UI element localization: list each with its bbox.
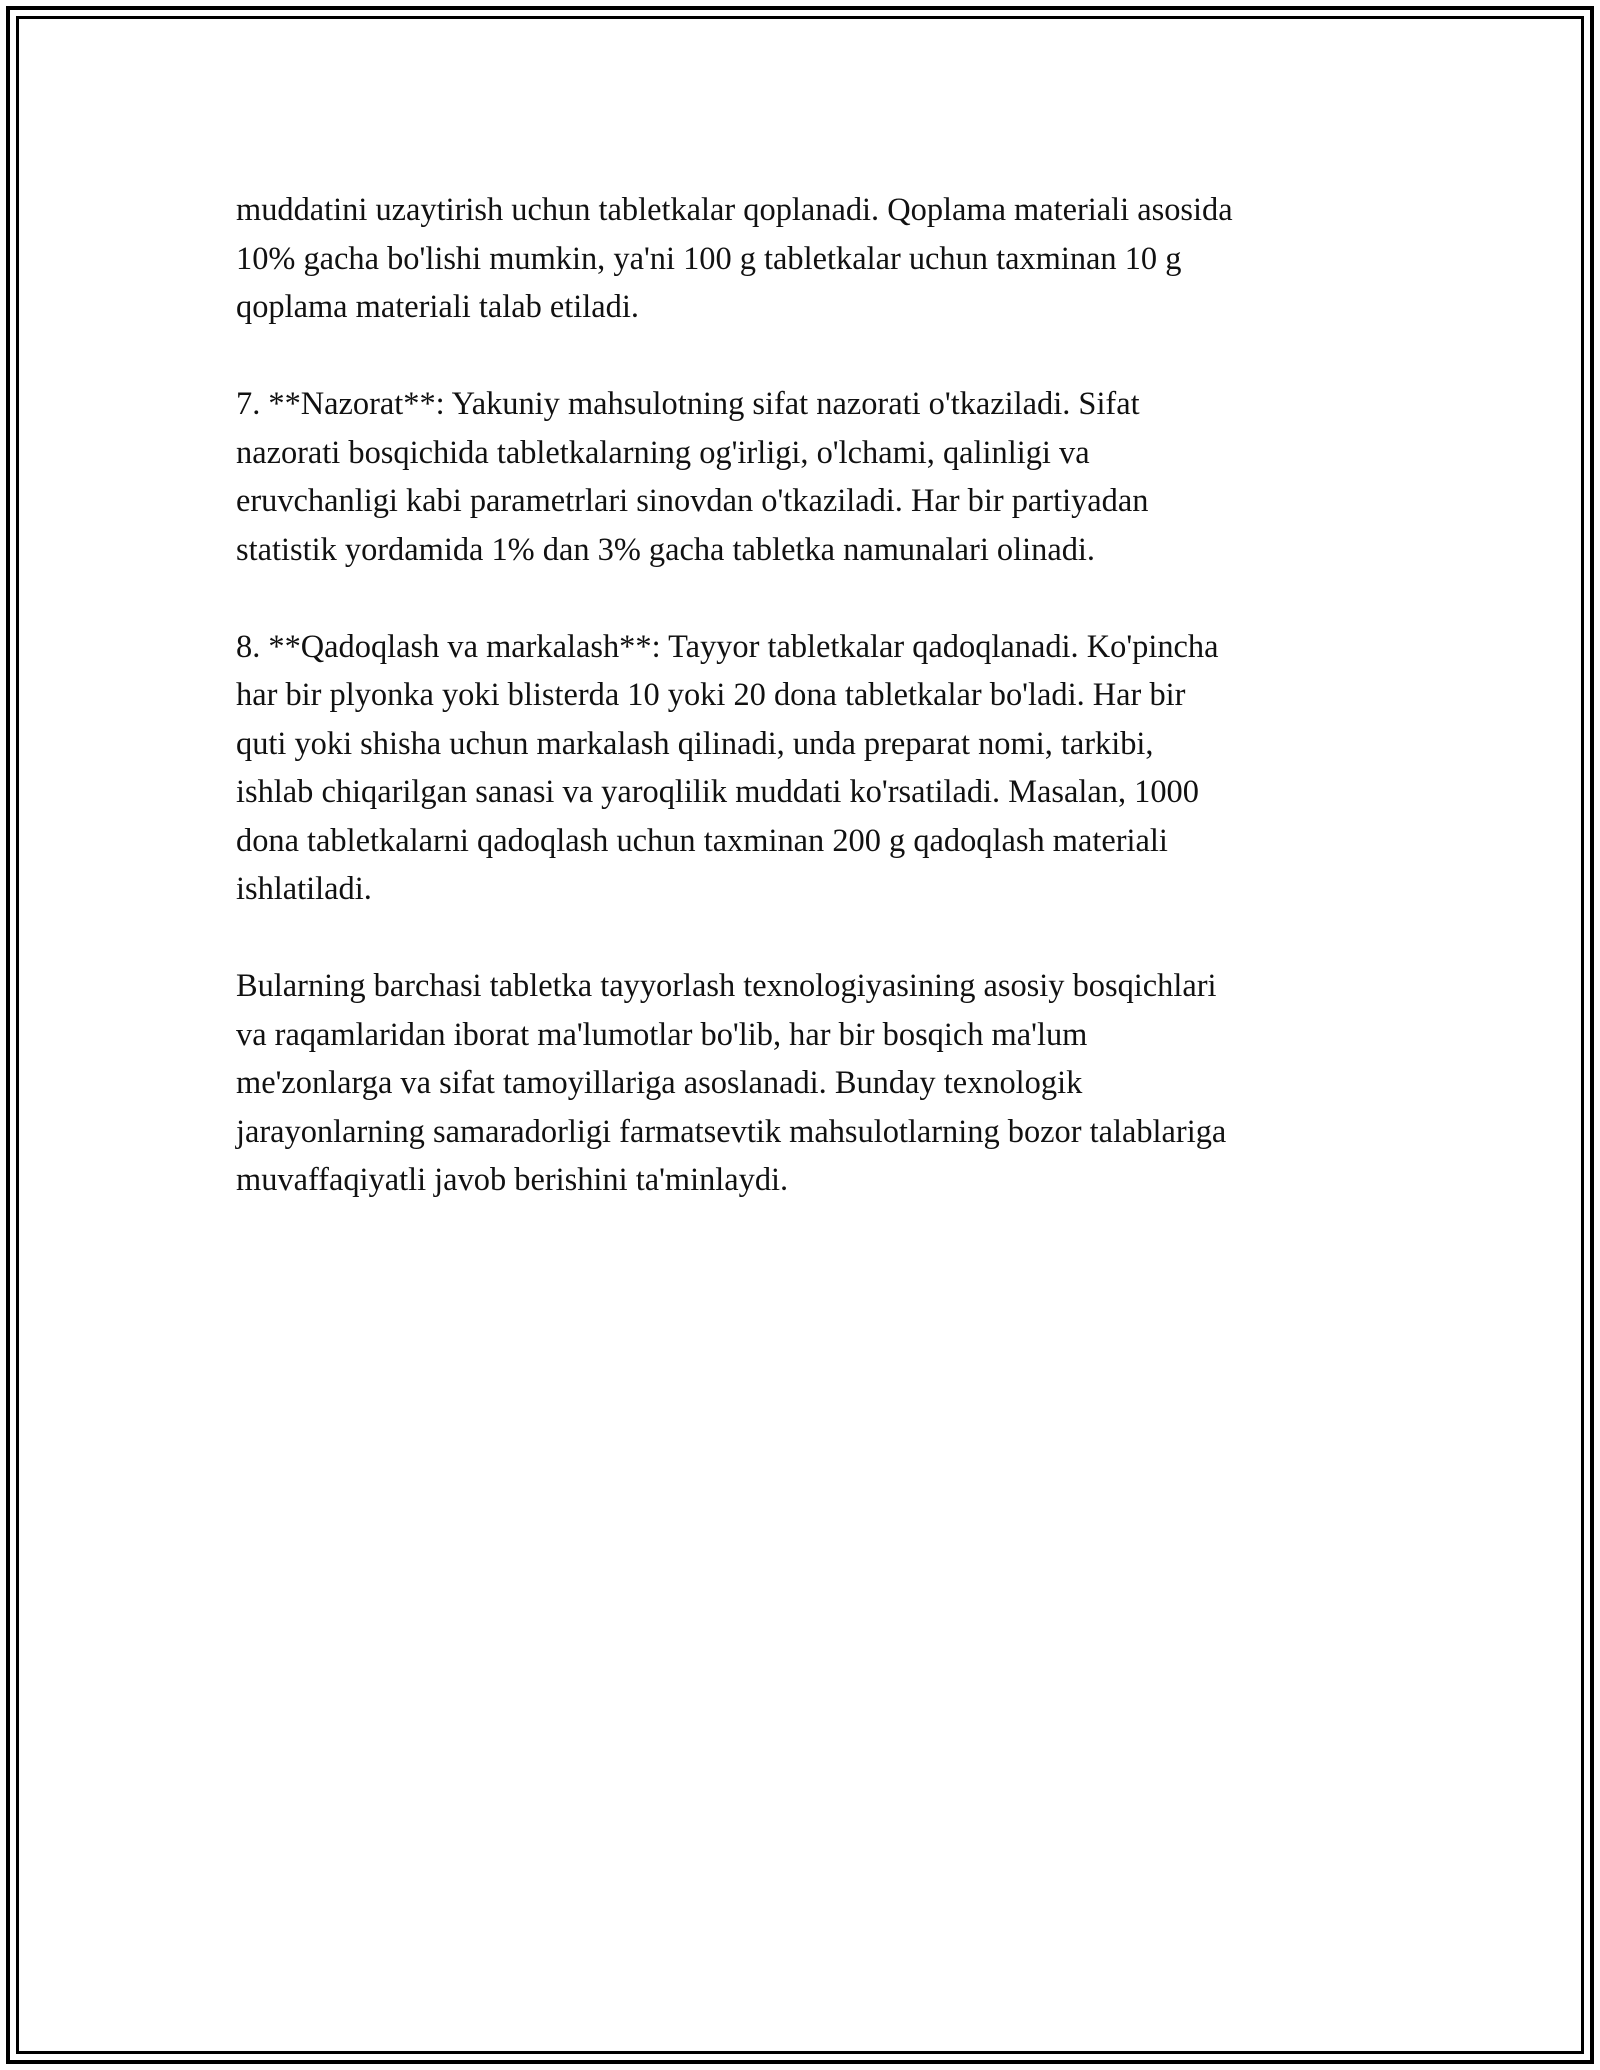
paragraph-quality-control: 7. **Nazorat**: Yakuniy mahsulotning sifat nazorati o'tkaziladi. Sifat nazorati bosqichida tabletkalarning og'irligi, o'lchami, qalinligi va eruvchanligi kabi parametrlari sinovdan o'tkaziladi. Har bir partiyadan statistik yordamida 1% dan 3% gacha tabletka namunalari olinadi. <box>236 386 1149 568</box>
paragraph-packaging-labeling: 8. **Qadoqlash va markalash**: Tayyor tabletkalar qadoqlanadi. Ko'pincha har bir plyonka yoki blisterda 10 yoki 20 dona tabletkalar bo'ladi. Har bir quti yoki shisha uchun markalash qilinadi, unda preparat nomi, tarkibi, ishlab chiqarilgan sanasi va yaroqlilik muddati ko'rsatiladi. Masalan, 1000 dona tabletkalarni qadoqlash uchun taxminan 200 g qadoqlash materiali ishlatiladi. <box>236 628 1219 907</box>
document-body <box>236 186 1366 1253</box>
paragraph-conclusion: Bularning barchasi tabletka tayyorlash texnologiyasining asosiy bosqichlari va raqamlaridan iborat ma'lumotlar bo'lib, har bir bosqich ma'lum me'zonlarga va sifat tamoyillariga asoslanadi. Bunday texnologik jarayonlarning samaradorligi farmatsevtik mahsulotlarning bozor talablariga muvaffaqiyatli javob berishini ta'minlaydi. <box>236 968 1227 1198</box>
paragraph-coating: muddatini uzaytirish uchun tabletkalar qoplanadi. Qoplama materiali asosida 10% gacha bo'lishi mumkin, ya'ni 100 g tabletkalar uchun taxminan 10 g qoplama materiali talab etiladi. <box>236 192 1233 325</box>
